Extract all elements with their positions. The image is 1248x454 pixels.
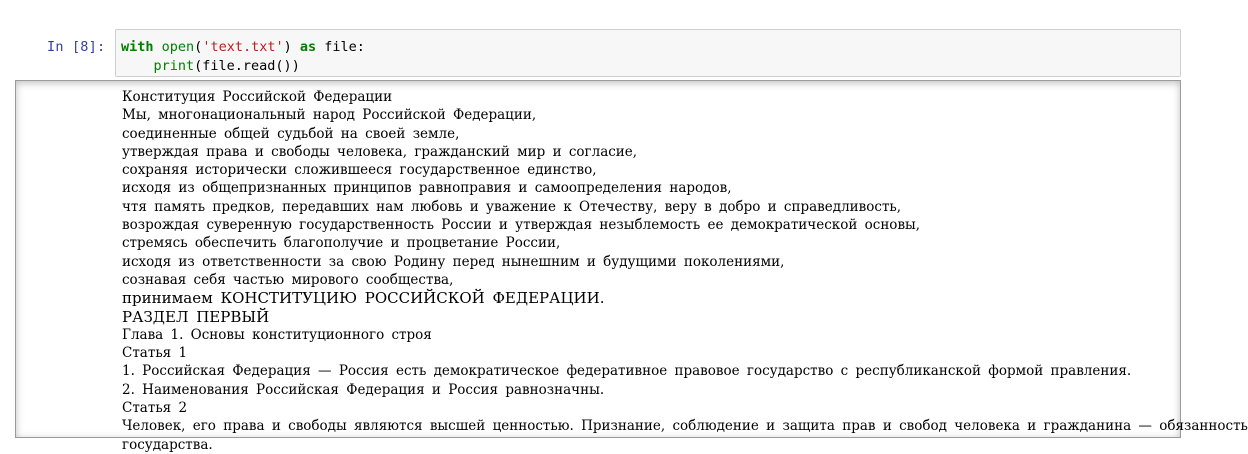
code-editor[interactable]	[115, 29, 1181, 77]
code-paren-open: (	[194, 39, 203, 55]
code-builtin-open: open	[161, 39, 195, 55]
code-print-args: (file.read())	[194, 58, 300, 74]
code-text[interactable]	[121, 38, 365, 76]
output-line: исходя из ответственности за свою Родину перед нынешним и будущими поколениями,	[122, 253, 785, 270]
output-line: Человек, его права и свободы являются высшей ценностью. Признание, соблюдение и защита прав и свобод человека и гражданина — обязанность	[122, 418, 1248, 435]
output-line: Мы, многонациональный народ Российской Федерации,	[122, 107, 537, 124]
code-builtin-print: print	[153, 58, 195, 74]
output-line: возрождая суверенную государственность России и утверждая незыблемость ее демократической основы,	[122, 217, 921, 234]
output-line: Статья 1	[122, 345, 188, 362]
code-keyword-as: as	[299, 39, 317, 55]
output-line: 1. Российская Федерация — Россия есть демократическое федеративное правовое государство с республиканской формой правления.	[122, 363, 1132, 380]
output-line: сохраняя исторически сложившееся государственное единство,	[122, 162, 597, 179]
cell-output[interactable]	[15, 80, 1248, 453]
code-keyword-with: with	[121, 39, 154, 55]
output-line: чтя память предков, передавших нам любовь и уважение к Отечеству, веру в добро и справедливость,	[122, 198, 902, 215]
input-prompt: In [8]:	[47, 39, 106, 55]
output-line: Статья 2	[122, 400, 188, 417]
output-text	[122, 88, 1248, 454]
output-line: утверждая права и свободы человека, гражданский мир и согласие,	[122, 143, 638, 160]
output-line: Глава 1. Основы конституционного строя	[122, 326, 432, 343]
output-line: сознавая себя частью мирового сообщества,	[122, 271, 454, 288]
output-line: стремясь обеспечить благополучие и процветание России,	[122, 235, 561, 252]
output-line: соединенные общей судьбой на своей земле,	[122, 125, 460, 142]
code-paren-close: )	[283, 39, 292, 55]
code-string-filename: 'text.txt'	[202, 39, 284, 55]
output-line: РАЗДЕЛ ПЕРВЫЙ	[122, 307, 270, 326]
output-line: государства.	[122, 436, 213, 453]
code-indent	[121, 58, 154, 74]
output-line: Конституция Российской Федерации	[122, 89, 393, 105]
output-line: 2. Наименования Российская Федерация и Россия равнозначны.	[122, 381, 605, 398]
output-line: принимаем КОНСТИТУЦИЮ РОССИЙСКОЙ ФЕДЕРАЦИИ.	[122, 289, 605, 308]
code-variable-file: file:	[324, 39, 365, 55]
output-line: исходя из общепризнанных принципов равноправия и самоопределения народов,	[122, 180, 732, 197]
